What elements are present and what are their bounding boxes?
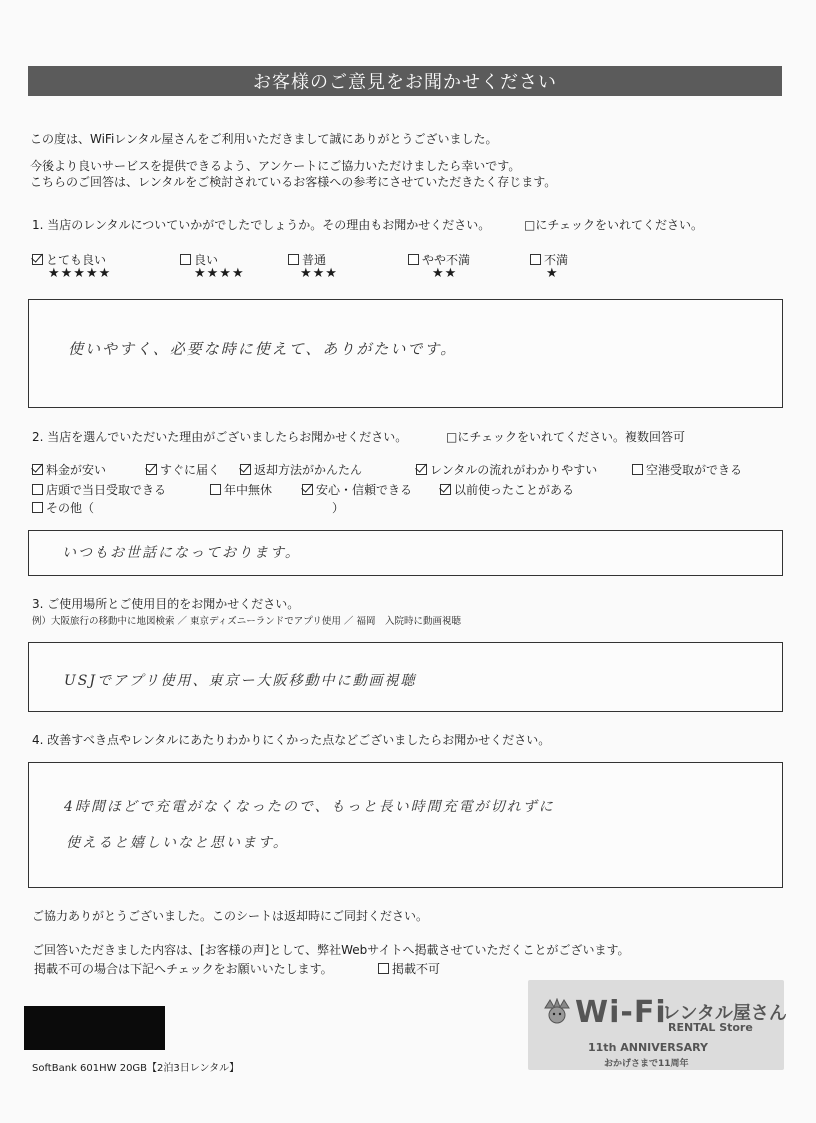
logo-anniversary: 11th ANNIVERSARY [588, 1041, 709, 1054]
q2-option-label: 店頭で当日受取できる [46, 483, 167, 497]
q4-question: 4. 改善すべき点やレンタルにあたりわかりにくかった点などございましたらお聞かせください。 [32, 733, 551, 747]
q1-answer-text: 使いやすく、必要な時に使えて、ありがたいです。 [68, 340, 458, 358]
publish-note: ご回答いただきました内容は、[お客様の声]として、弊社Webサイトへ掲載させていただくことがございます。 [32, 943, 630, 957]
checkbox-checked-icon[interactable] [32, 254, 43, 265]
q2-option-open-all-year[interactable] [210, 481, 272, 498]
logo-wifi-text: Wi-Fi [575, 995, 667, 1030]
checkbox-checked-icon[interactable] [416, 464, 427, 475]
q2-option-label: レンタルの流れがわかりやすい [430, 463, 598, 477]
rating-stars: ★★★ [300, 266, 338, 281]
q2-question: 2. 当店を選んでいただいた理由がございましたらお聞かせください。 [32, 430, 408, 444]
checkbox-checked-icon[interactable] [146, 464, 157, 475]
q2-option-label: 空港受取ができる [646, 463, 743, 477]
q2-option-label: 年中無休 [224, 483, 273, 497]
q2-option-label: 返却方法がかんたん [254, 463, 363, 477]
intro-line-1: この度は、WiFiレンタル屋さんをご利用いただきまして誠にありがとうございました。 [30, 132, 498, 146]
q1-option-label: とても良い [46, 253, 107, 267]
checkbox-checked-icon[interactable] [302, 484, 313, 495]
q1-option-label: 良い [194, 253, 219, 267]
q2-option-cheap[interactable] [32, 461, 106, 478]
checkbox-icon[interactable] [32, 502, 43, 513]
thanks-note: ご協力ありがとうございました。このシートは返却時にご同封ください。 [32, 909, 429, 923]
q2-option-used-before[interactable] [440, 481, 574, 498]
optout-note: 掲載不可の場合は下記へチェックをお願いいたします。 [34, 962, 333, 976]
optout-label: 掲載不可 [392, 962, 441, 976]
q2-other-close-paren: ） [332, 501, 345, 515]
logo-jp-text: レンタル屋さん [662, 1003, 787, 1024]
checkbox-checked-icon[interactable] [440, 484, 451, 495]
q4-answer-line-2: 使えると嬉しいなと思います。 [66, 835, 289, 851]
q2-option-label: その他（ [46, 501, 95, 515]
q2-option-label: 以前使ったことがある [454, 483, 575, 497]
rating-stars: ★ [546, 266, 559, 281]
q1-instruction: □にチェックをいれてください。 [524, 218, 703, 232]
q2-option-trustworthy[interactable] [302, 481, 412, 498]
rating-stars: ★★ [432, 266, 458, 281]
logo-thanks: おかげさまで11周年 [604, 1059, 689, 1069]
q2-option-label: すぐに届く [160, 463, 221, 477]
checkbox-icon[interactable] [180, 254, 191, 265]
rating-stars: ★★★★★ [48, 266, 112, 281]
q3-answer-text: USJでアプリ使用、東京ー大阪移動中に動画視聴 [64, 673, 417, 689]
q2-option-airport-pickup[interactable] [632, 461, 742, 478]
rental-info: SoftBank 601HW 20GB【2泊3日レンタル】 [32, 1063, 240, 1074]
q1-option-label: 普通 [302, 253, 327, 267]
q1-question: 1. 当店のレンタルについていかがでしたでしょうか。その理由もお聞かせください。 [32, 218, 491, 232]
intro-line-2: 今後より良いサービスを提供できるよう、アンケートにご協力いただけましたら幸いです。 [30, 159, 521, 173]
checkbox-checked-icon[interactable] [32, 464, 43, 475]
q2-option-label: 安心・信頼できる [316, 483, 413, 497]
q3-question: 3. ご使用場所とご使用目的をお聞かせください。 [32, 597, 300, 611]
q2-option-label: 料金が安い [46, 463, 107, 477]
q2-option-clear-flow[interactable] [416, 461, 597, 478]
q2-instruction: □にチェックをいれてください。複数回答可 [446, 430, 685, 444]
optout-checkbox[interactable] [378, 960, 440, 977]
q1-option-label: 不満 [544, 253, 569, 267]
q2-option-easy-return[interactable] [240, 461, 362, 478]
q4-answer-line-1: 4時間ほどで充電がなくなったので、もっと長い時間充電が切れずに [64, 799, 555, 815]
survey-title: お客様のご意見をお聞かせください [28, 66, 782, 96]
logo-en-text: RENTAL Store [668, 1021, 753, 1034]
q2-option-fast-delivery[interactable] [146, 461, 220, 478]
q4-answer-box[interactable] [28, 762, 783, 888]
redacted-block [24, 1006, 165, 1050]
checkbox-icon[interactable] [408, 254, 419, 265]
checkbox-icon[interactable] [288, 254, 299, 265]
q2-answer-text: いつもお世話になっております。 [62, 545, 301, 561]
q3-example: 例）大阪旅行の移動中に地図検索 ／ 東京ディズニーランドでアプリ使用 ／ 福岡 入院時に動画視聴 [32, 616, 461, 627]
crown-mascot-icon [542, 998, 572, 1024]
checkbox-icon[interactable] [632, 464, 643, 475]
checkbox-icon[interactable] [32, 484, 43, 495]
q1-option-label: やや不満 [422, 253, 471, 267]
checkbox-icon[interactable] [210, 484, 221, 495]
checkbox-icon[interactable] [378, 963, 389, 974]
q2-option-same-day-store[interactable] [32, 481, 166, 498]
q2-option-other[interactable] [32, 499, 94, 516]
checkbox-checked-icon[interactable] [240, 464, 251, 475]
intro-line-3: こちらのご回答は、レンタルをご検討されているお客様への参考にさせていただきたく存じます。 [30, 175, 557, 189]
checkbox-icon[interactable] [530, 254, 541, 265]
rating-stars: ★★★★ [194, 266, 245, 281]
